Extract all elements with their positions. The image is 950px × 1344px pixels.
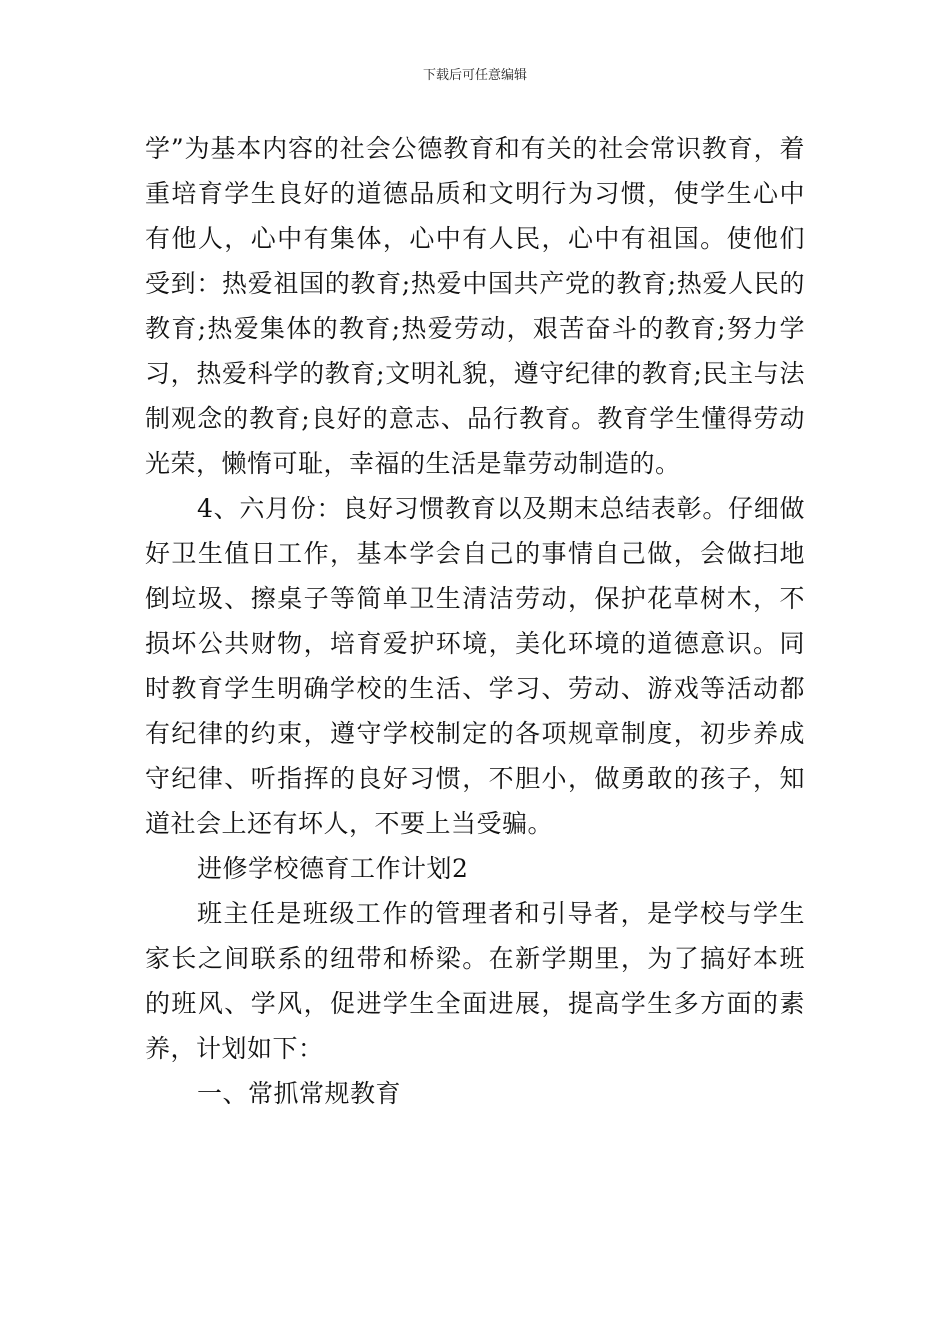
paragraph-june-habits: 4、六月份：良好习惯教育以及期末总结表彰。仔细做好卫生值日工作，基本学会自己的事情自己做，会做扫地倒垃圾、擦桌子等简单卫生清洁劳动，保护花草树木，不损坏公共财物，培育爱护环境，美化环境的道德意识。同时教育学生明确学校的生活、学习、劳动、游戏等活动都有纪律的约束，遵守学校制定的各项规章制度，初步养成守纪律、听指挥的良好习惯，不胆小，做勇敢的孩子，知道社会上还有坏人，不要上当受骗。 [145,494,805,838]
document-body [145,126,805,1116]
section-heading-routine-education: 一、常抓常规教育 [197,1079,402,1108]
paragraph-class-teacher: 班主任是班级工作的管理者和引导者，是学校与学生家长之间联系的纽带和桥梁。在新学期里，为了搞好本班的班风、学风，促进学生全面进展，提高学生多方面的素养，计划如下： [145,899,805,1063]
page-header-note: 下载后可任意编辑 [422,68,527,83]
section-title-plan-2: 进修学校德育工作计划2 [197,854,469,883]
paragraph-moral-education: 学”为基本内容的社会公德教育和有关的社会常识教育，着重培育学生良好的道德品质和文明行为习惯，使学生心中有他人，心中有集体，心中有人民，心中有祖国。使他们受到：热爱祖国的教育;热爱中国共产党的教育;热爱人民的教育;热爱集体的教育;热爱劳动，艰苦奋斗的教育;努力学习，热爱科学的教育;文明礼貌，遵守纪律的教育;民主与法制观念的教育;良好的意志、品行教育。教育学生懂得劳动光荣，懒惰可耻，幸福的生活是靠劳动制造的。 [145,134,805,478]
